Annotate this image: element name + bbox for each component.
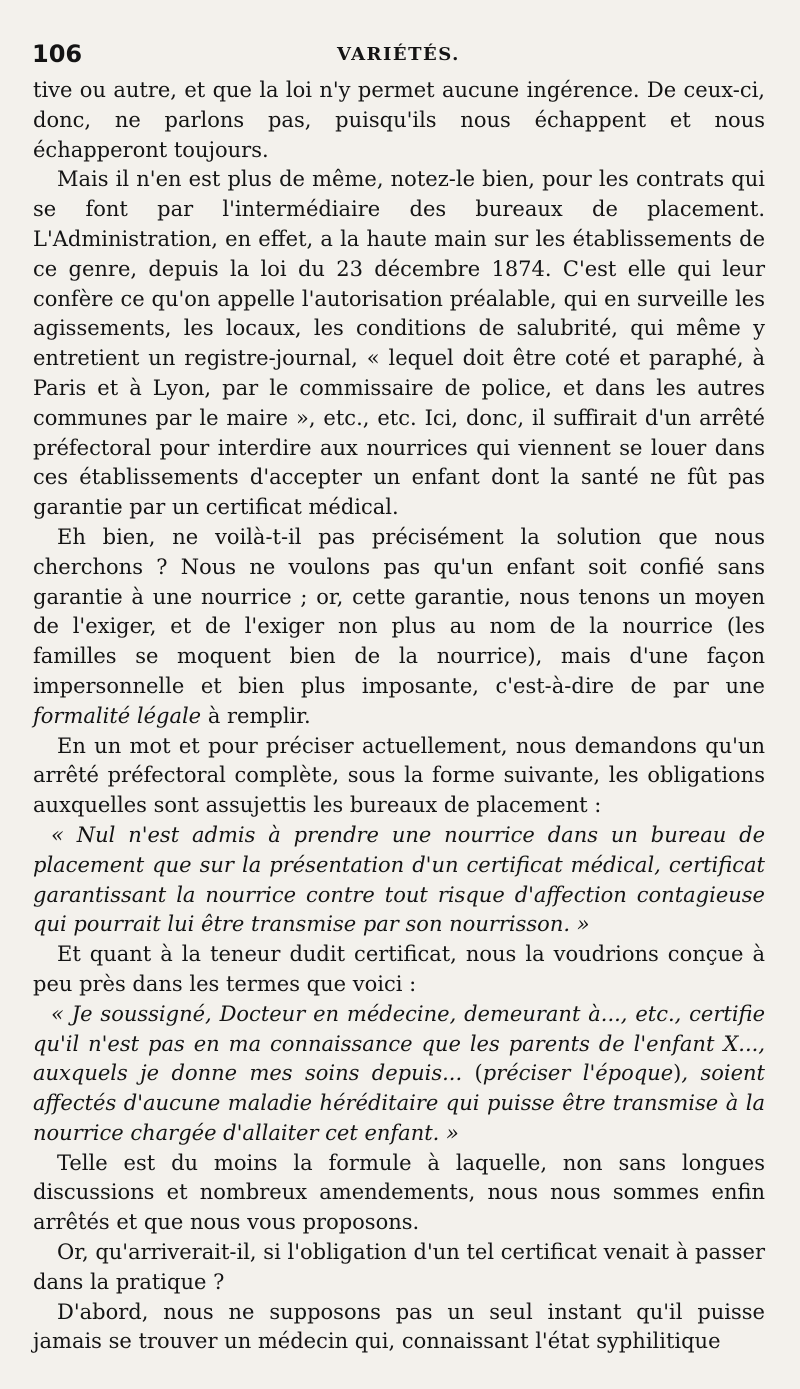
paragraph-solution-end: à remplir. — [207, 703, 311, 728]
paren-close: ) — [673, 1061, 682, 1086]
paragraph-solution-text: Eh bien, ne voilà-t-il pas précisément la solution que nous cherchons ? Nous ne voulons pas qu'un enfant soit confié sans garantie à une nourrice ; or, cette garantie, nous tenons un moyen de l'exiger, et de l'exiger non plus au nom de la nourrice (les familles se moquent bien de la nourrice), mais d'une façon impersonnelle et bien plus imposante, c'est-à-dire de par une — [33, 524, 765, 698]
emphasis-formalite-legale: formalité légale — [33, 703, 202, 728]
page-header — [32, 40, 767, 74]
paragraph-dabord: D'abord, nous ne supposons pas un seul instant qu'il puisse jamais se trouver un médecin qui, connaissant l'état syphilitique — [33, 1299, 765, 1354]
quote-certificat-paren: préciser l'époque — [482, 1061, 674, 1086]
paragraph-solution — [33, 523, 765, 732]
paragraph-demande: En un mot et pour préciser actuellement, nous demandons qu'un arrêté préfectoral complète, sous la forme suivante, les obligations auxquelles sont assujettis les bureaux de placement : — [33, 733, 765, 818]
quote-certificat-before: « Je soussigné, Docteur en médecine, demeurant à..., etc., certifie qu'il n'est pas en ma connaissance que les parents de l'enfant X..., auxquels je donne mes soins depuis... — [33, 1001, 765, 1086]
quote-certificat-after: , soient affectés d'aucune maladie héréditaire qui puisse être transmise à la nourrice chargée d'allaiter cet enfant. » — [33, 1061, 765, 1145]
body-text — [33, 76, 765, 1357]
quote-certificat — [33, 1000, 765, 1149]
paragraph-bureaux-de-placement: Mais il n'en est plus de même, notez-le bien, pour les contrats qui se font par l'intermédiaire des bureaux de placement. L'Administration, en effet, a la haute main sur les établissements de ce genre, depuis la loi du 23 décembre 1874. C'est elle qui leur confère ce qu'on appelle l'autorisation préalable, qui en surveille les agissements, les locaux, les conditions de salubrité, qui même y entretient un registre-journal, « lequel doit être coté et paraphé, à Paris et à Lyon, par le commissaire de police, et dans les autres communes par le maire », etc., etc. Ici, donc, il suffirait d'un arrêté préfectoral pour interdire aux nourrices qui viennent se louer dans ces établissements d'accepter un enfant dont la santé ne fût pas garantie par un certificat médical. — [33, 167, 765, 520]
paragraph-continuation: tive ou autre, et que la loi n'y permet aucune ingérence. De ceux-ci, donc, ne parlons pas, puisqu'ils nous échappent et nous échapperont toujours. — [33, 78, 765, 162]
running-head: VARIÉTÉS. — [337, 44, 460, 65]
page-number: 106 — [32, 40, 83, 68]
quote-arrete: « Nul n'est admis à prendre une nourrice dans un bureau de placement que sur la présentation d'un certificat médical, certificat garantissant la nourrice contre tout risque d'affection contagieuse qui pourrait lui être transmise par son nourrisson. » — [33, 822, 765, 937]
paragraph-question: Or, qu'arriverait-il, si l'obligation d'un tel certificat venait à passer dans la pratique ? — [33, 1240, 765, 1294]
paragraph-teneur: Et quant à la teneur dudit certificat, nous la voudrions conçue à peu près dans les termes que voici : — [33, 942, 765, 996]
paren-open: ( — [474, 1061, 483, 1086]
paragraph-formule: Telle est du moins la formule à laquelle, non sans longues discussions et nombreux amendements, nous nous sommes enfin arrêtés et que nous vous proposons. — [33, 1150, 765, 1235]
